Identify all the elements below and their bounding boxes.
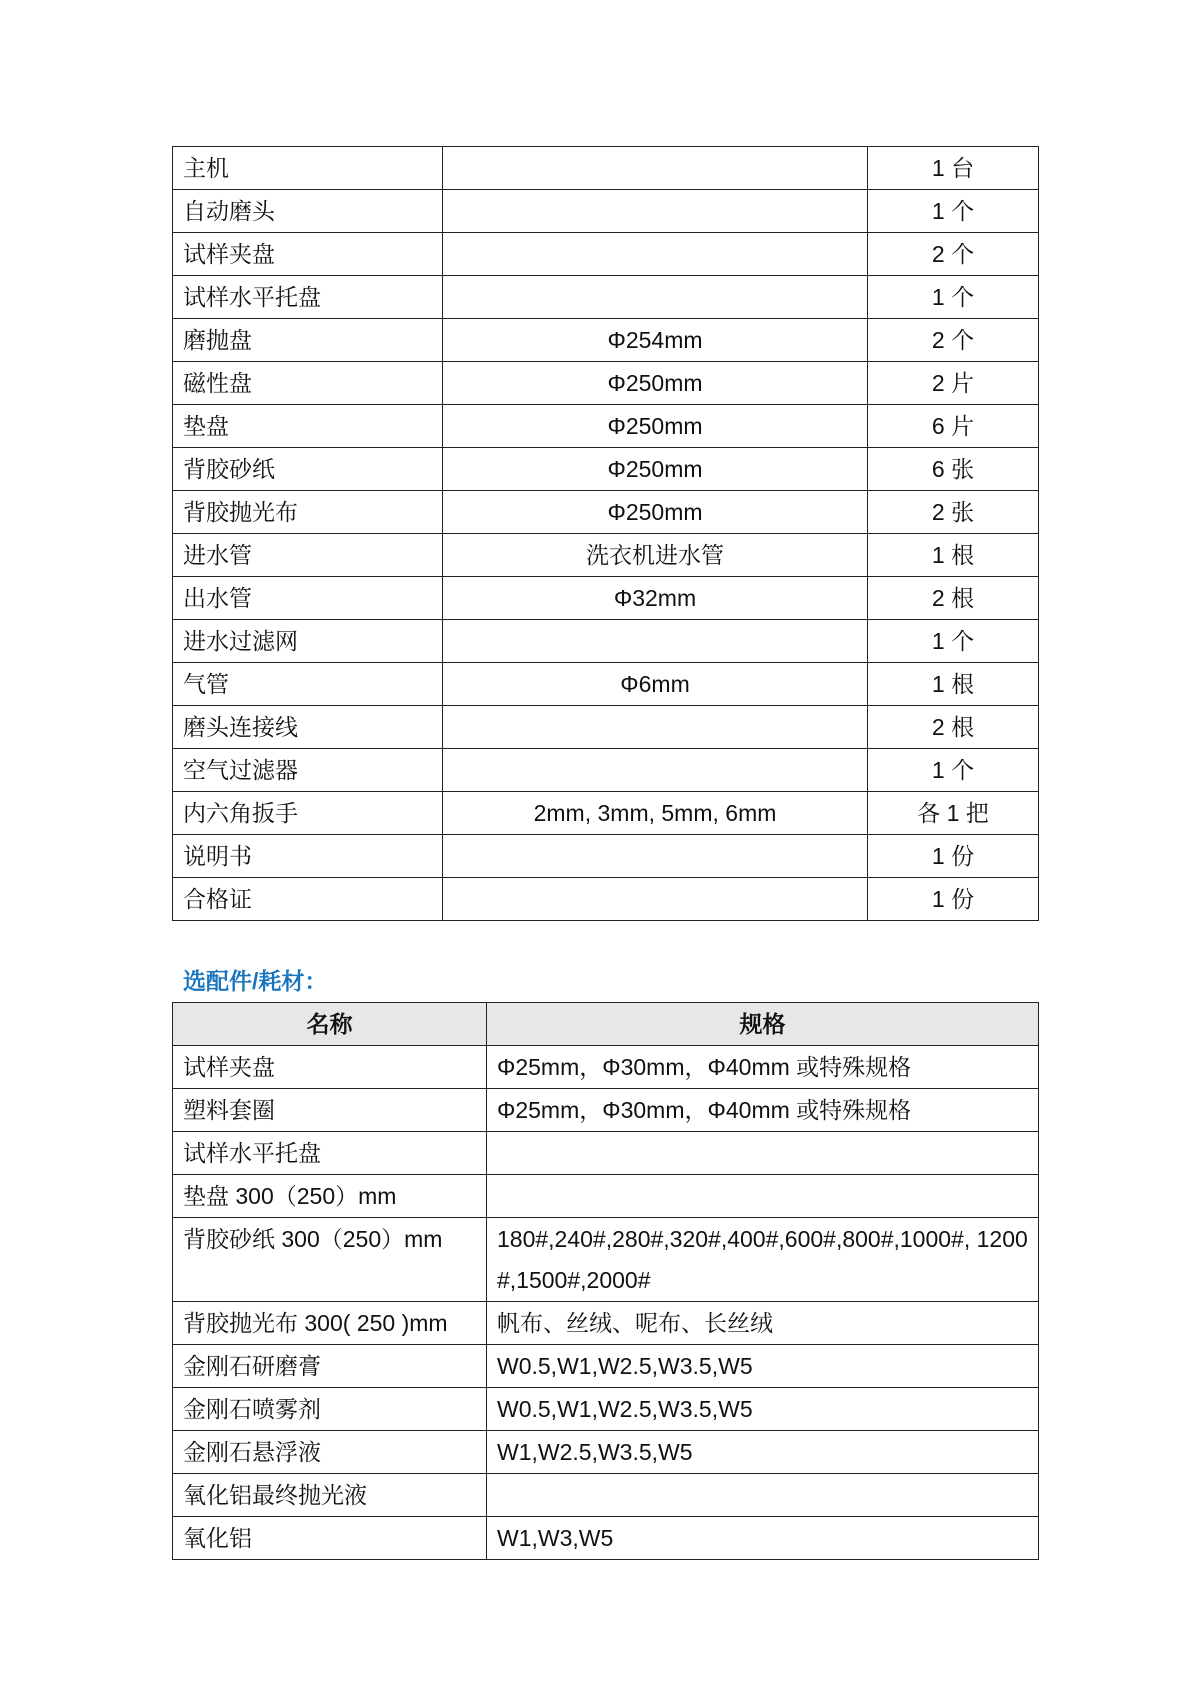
header-name: 名称 [173,1003,487,1046]
table-row [173,1132,1039,1175]
option-spec [487,1132,1039,1175]
option-name: 氧化铝 [173,1517,487,1560]
table-row [173,1175,1039,1218]
included-items-body [173,147,1039,921]
item-name: 合格证 [173,878,443,921]
item-name: 垫盘 [173,405,443,448]
item-name: 进水管 [173,534,443,577]
table-row [173,147,1039,190]
option-name: 金刚石悬浮液 [173,1431,487,1474]
item-spec: Φ250mm [443,362,868,405]
item-qty: 各 1 把 [868,792,1039,835]
table-row [173,792,1039,835]
item-spec [443,276,868,319]
table-row [173,835,1039,878]
item-qty: 1 份 [868,835,1039,878]
option-name: 背胶抛光布 300( 250 )mm [173,1302,487,1345]
table-row [173,405,1039,448]
table-row [173,1345,1039,1388]
item-qty: 6 片 [868,405,1039,448]
optional-table-header [173,1003,1039,1046]
optional-items-body [173,1046,1039,1560]
item-spec: 洗衣机进水管 [443,534,868,577]
item-qty: 1 根 [868,663,1039,706]
item-name: 空气过滤器 [173,749,443,792]
option-spec: W1,W2.5,W3.5,W5 [487,1431,1039,1474]
item-name: 气管 [173,663,443,706]
item-qty: 1 根 [868,534,1039,577]
option-name: 氧化铝最终抛光液 [173,1474,487,1517]
table-row [173,1431,1039,1474]
item-spec: Φ32mm [443,577,868,620]
table-row [173,878,1039,921]
table-row [173,1046,1039,1089]
item-name: 试样夹盘 [173,233,443,276]
option-name: 金刚石研磨膏 [173,1345,487,1388]
item-qty: 1 个 [868,749,1039,792]
item-spec [443,706,868,749]
item-spec: Φ6mm [443,663,868,706]
table-row [173,233,1039,276]
item-spec [443,190,868,233]
header-row [173,1003,1039,1046]
option-spec: 180#,240#,280#,320#,400#,600#,800#,1000#, 1200#,1500#,2000# [487,1218,1039,1302]
item-spec: 2mm, 3mm, 5mm, 6mm [443,792,868,835]
item-spec [443,749,868,792]
item-spec [443,835,868,878]
item-qty: 2 个 [868,319,1039,362]
included-items-table [172,146,1039,921]
option-spec: W0.5,W1,W2.5,W3.5,W5 [487,1388,1039,1431]
option-name: 试样夹盘 [173,1046,487,1089]
table-row [173,1517,1039,1560]
table-row [173,534,1039,577]
item-spec [443,620,868,663]
option-name: 背胶砂纸 300（250）mm [173,1218,487,1302]
item-name: 背胶抛光布 [173,491,443,534]
item-name: 内六角扳手 [173,792,443,835]
item-qty: 6 张 [868,448,1039,491]
item-name: 出水管 [173,577,443,620]
item-name: 试样水平托盘 [173,276,443,319]
table-row [173,620,1039,663]
item-qty: 2 张 [868,491,1039,534]
table-row [173,319,1039,362]
table-row [173,448,1039,491]
item-qty: 2 片 [868,362,1039,405]
header-spec: 规格 [487,1003,1039,1046]
option-spec: W0.5,W1,W2.5,W3.5,W5 [487,1345,1039,1388]
item-qty: 1 个 [868,276,1039,319]
item-spec [443,233,868,276]
option-name: 塑料套圈 [173,1089,487,1132]
item-spec: Φ250mm [443,405,868,448]
item-name: 背胶砂纸 [173,448,443,491]
option-name: 试样水平托盘 [173,1132,487,1175]
table-row [173,190,1039,233]
option-name: 金刚石喷雾剂 [173,1388,487,1431]
item-qty: 2 个 [868,233,1039,276]
option-spec [487,1175,1039,1218]
item-name: 磨抛盘 [173,319,443,362]
table-row [173,749,1039,792]
item-name: 说明书 [173,835,443,878]
table-row [173,1302,1039,1345]
table-row [173,1474,1039,1517]
item-qty: 1 份 [868,878,1039,921]
item-spec: Φ250mm [443,448,868,491]
table-row [173,706,1039,749]
table-row [173,276,1039,319]
table-row [173,663,1039,706]
option-spec: W1,W3,W5 [487,1517,1039,1560]
table-row [173,1218,1039,1302]
table-row [173,491,1039,534]
item-qty: 2 根 [868,706,1039,749]
optional-section-title: 选配件/耗材： [183,968,328,994]
item-spec: Φ250mm [443,491,868,534]
item-qty: 1 台 [868,147,1039,190]
table-row [173,577,1039,620]
option-spec: 帆布、丝绒、呢布、长丝绒 [487,1302,1039,1345]
table-row [173,362,1039,405]
item-name: 主机 [173,147,443,190]
optional-items-table [172,1002,1039,1560]
item-name: 磁性盘 [173,362,443,405]
option-spec [487,1474,1039,1517]
option-spec: Φ25mm，Φ30mm，Φ40mm 或特殊规格 [487,1089,1039,1132]
item-spec [443,878,868,921]
item-name: 进水过滤网 [173,620,443,663]
item-qty: 2 根 [868,577,1039,620]
item-spec: Φ254mm [443,319,868,362]
item-spec [443,147,868,190]
item-qty: 1 个 [868,190,1039,233]
option-name: 垫盘 300（250）mm [173,1175,487,1218]
item-name: 磨头连接线 [173,706,443,749]
item-qty: 1 个 [868,620,1039,663]
item-name: 自动磨头 [173,190,443,233]
option-spec: Φ25mm，Φ30mm，Φ40mm 或特殊规格 [487,1046,1039,1089]
table-row [173,1388,1039,1431]
table-row [173,1089,1039,1132]
